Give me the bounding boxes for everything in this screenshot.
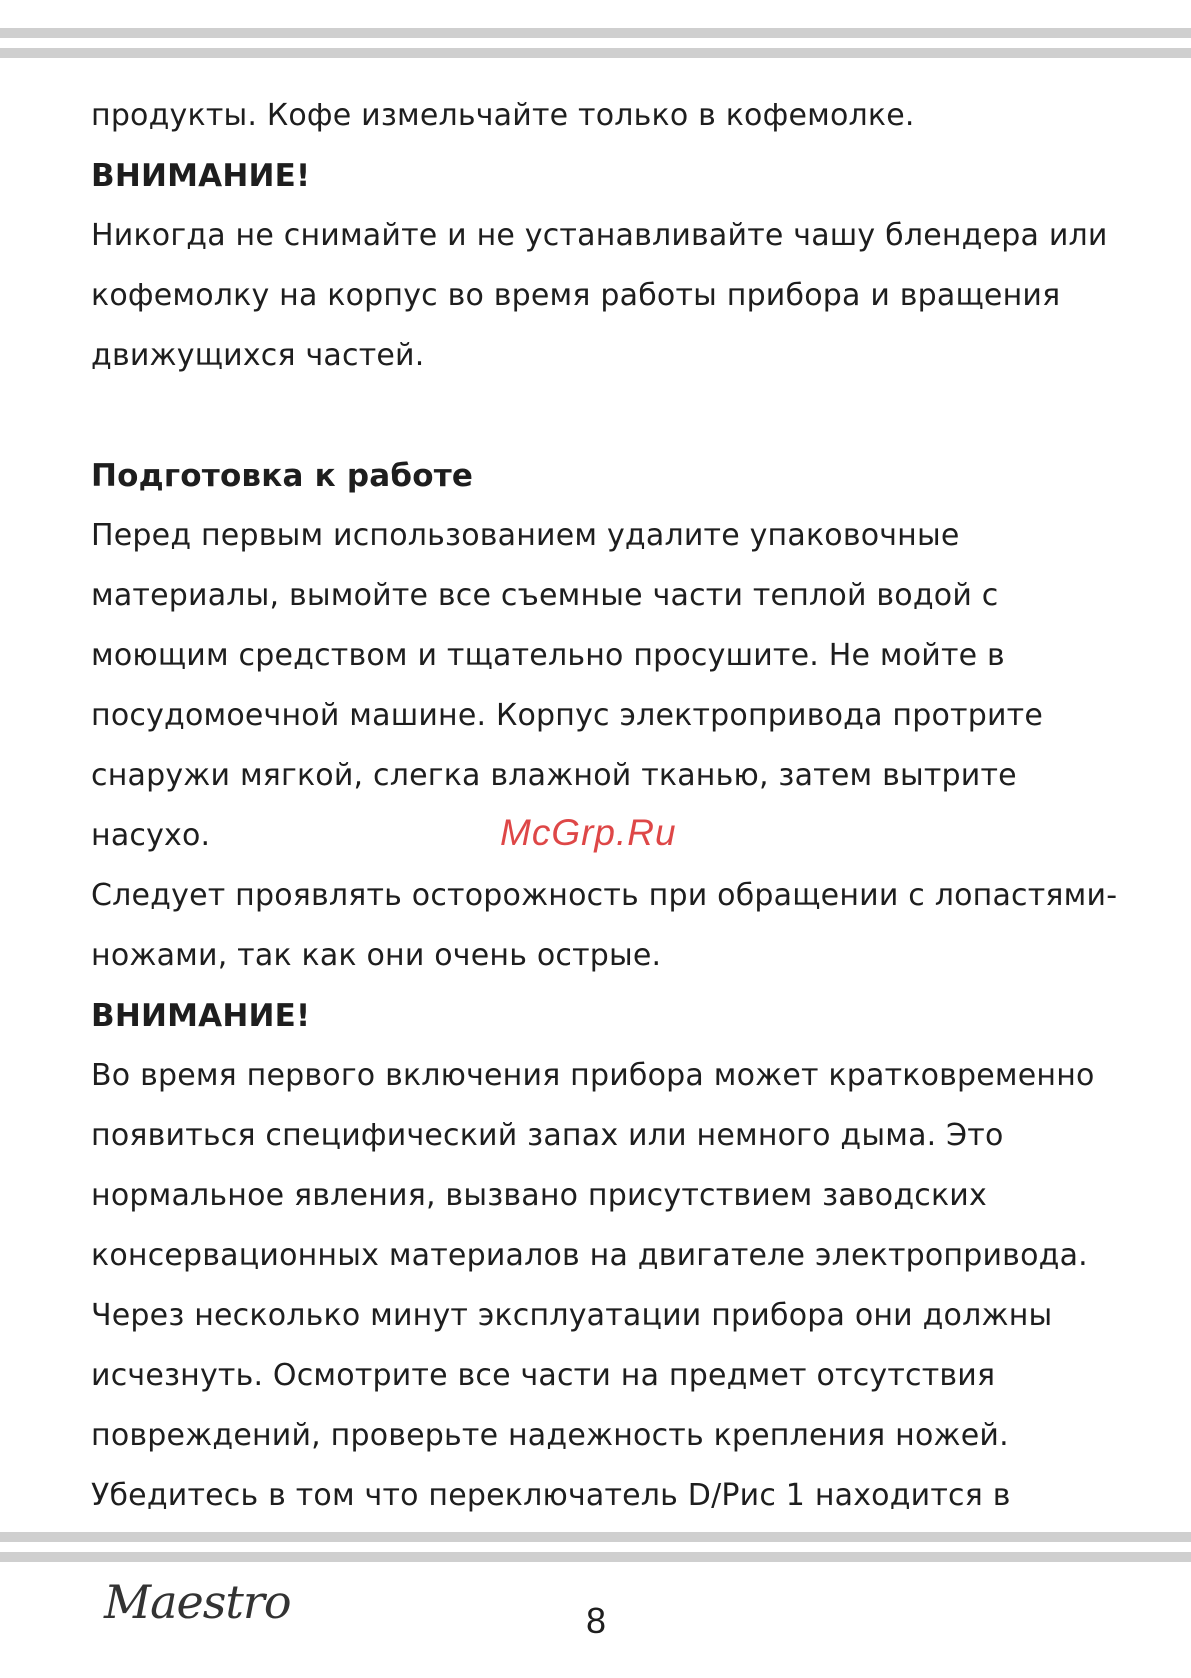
body-paragraph: продукты. Кофе измельчайте только в кофемолке. bbox=[91, 98, 915, 133]
body-paragraph: Следует проявлять осторожность при обращении с лопастями-ножами, так как они очень острые. bbox=[91, 878, 1118, 973]
page-content bbox=[91, 86, 1131, 1526]
body-paragraph: Перед первым использованием удалите упаковочные материалы, вымойте все съемные части теплой водой с моющим средством и тщательно просушите. Не мойте в посудомоечной машине. Корпус электропривода протрите снаружи мягкой, слегка влажной тканью, затем вытрите насухо. bbox=[91, 518, 1043, 853]
section-heading: Подготовка к работе bbox=[91, 458, 474, 494]
bottom-rule-1 bbox=[0, 1532, 1191, 1542]
top-rule-2 bbox=[0, 48, 1191, 58]
bottom-rule-2 bbox=[0, 1552, 1191, 1562]
warning-heading: ВНИМАНИЕ! bbox=[91, 998, 311, 1034]
watermark: McGrp.Ru bbox=[500, 812, 677, 853]
page-number: 8 bbox=[586, 1600, 607, 1641]
body-paragraph: Во время первого включения прибора может кратковременно появиться специфический запах или немного дыма. Это нормальное явления, вызвано присутствием заводских консервационных материалов на двигателе электропривода. Через несколько минут эксплуатации прибора они должны исчезнуть. Осмотрите все части на предмет отсутствия повреждений, проверьте надежность крепления ножей. Убедитесь в том что переключатель D/Рис 1 находится в bbox=[91, 1058, 1095, 1513]
warning-heading: ВНИМАНИЕ! bbox=[91, 158, 311, 194]
top-rule-1 bbox=[0, 28, 1191, 38]
body-paragraph: Никогда не снимайте и не устанавливайте чашу блендера или кофемолку на корпус во время работы прибора и вращения движущихся частей. bbox=[91, 218, 1108, 373]
brand-logo: Maestro bbox=[104, 1575, 291, 1629]
